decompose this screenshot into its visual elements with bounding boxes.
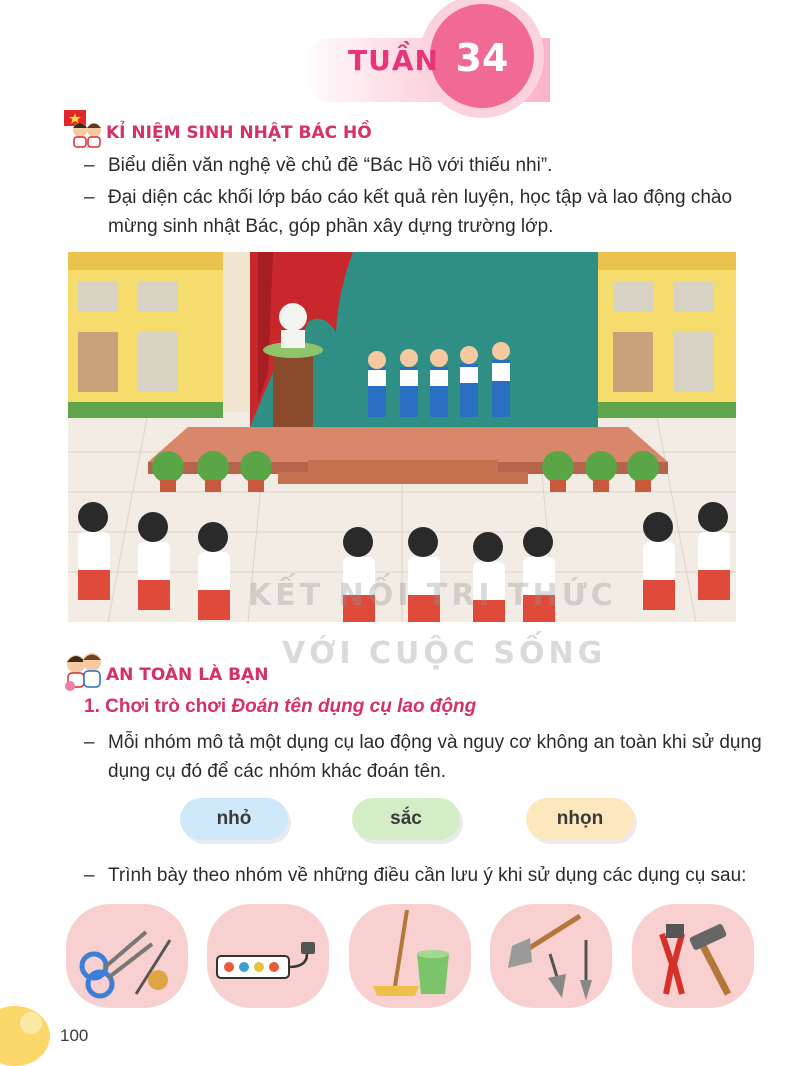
bullet-text: Trình bày theo nhóm về những điều cần lưu ý khi sử dụng các dụng cụ sau:	[108, 865, 747, 886]
bullet-describe-continued: dụng cụ đó để các nhóm khác đoán tên.	[108, 761, 447, 782]
garden-tools-icon	[490, 904, 612, 1008]
tool-card-garden	[490, 904, 612, 1008]
tool-card-power-strip	[207, 904, 329, 1008]
bullet-report-continued: mừng sinh nhật Bác, góp phần xây dựng trường lớp.	[108, 216, 554, 237]
activity-text: Chơi trò chơi	[105, 696, 227, 717]
chip-small: nhỏ	[180, 798, 288, 840]
mop-bucket-icon	[349, 904, 471, 1008]
section-title-birthday: KỈ NIỆM SINH NHẬT BÁC HỒ	[106, 123, 372, 143]
tool-card-scissors	[66, 904, 188, 1008]
pliers-hammer-icon	[632, 904, 754, 1008]
bullet-present: – Trình bày theo nhóm về những điều cần lưu ý khi sử dụng các dụng cụ sau:	[84, 865, 747, 886]
bullet-describe: – Mỗi nhóm mô tả một dụng cụ lao động và nguy cơ không an toàn khi sử dụng	[84, 732, 762, 753]
flag-kids-icon	[62, 108, 106, 148]
bullet-report: – Đại diện các khối lớp báo cáo kết quả rèn luyện, học tập và lao động chào	[84, 187, 733, 208]
corner-decoration-dot	[20, 1012, 42, 1034]
section-title-safety: AN TOÀN LÀ BẠN	[106, 665, 269, 685]
activity-italic: Đoán tên dụng cụ lao động	[231, 696, 477, 717]
week-number: 34	[455, 36, 509, 80]
bullet-text: Đại diện các khối lớp báo cáo kết quả rèn luyện, học tập và lao động chào	[108, 187, 733, 208]
activity-heading	[84, 696, 476, 718]
power-strip-icon	[207, 904, 329, 1008]
kids-icon	[62, 648, 106, 692]
week-label: TUẦN	[348, 44, 439, 77]
ceremony-illustration	[68, 252, 736, 622]
watermark-line2: VỚI CUỘC SỐNG	[282, 636, 607, 671]
bullet-performance: – Biểu diễn văn nghệ về chủ đề “Bác Hồ với thiếu nhi”.	[84, 155, 553, 176]
tool-card-hammer	[632, 904, 754, 1008]
bullet-text: Mỗi nhóm mô tả một dụng cụ lao động và nguy cơ không an toàn khi sử dụng	[108, 732, 762, 753]
chip-sharp: sắc	[352, 798, 460, 840]
scissors-icon	[66, 904, 188, 1008]
bullet-text: Biểu diễn văn nghệ về chủ đề “Bác Hồ với thiếu nhi”.	[108, 155, 553, 176]
watermark-line1: KẾT NỐI TRI THỨC	[248, 578, 617, 613]
chip-pointed: nhọn	[526, 798, 634, 840]
activity-number: 1.	[84, 696, 100, 717]
tool-card-mop	[349, 904, 471, 1008]
page-number: 100	[60, 1026, 89, 1045]
